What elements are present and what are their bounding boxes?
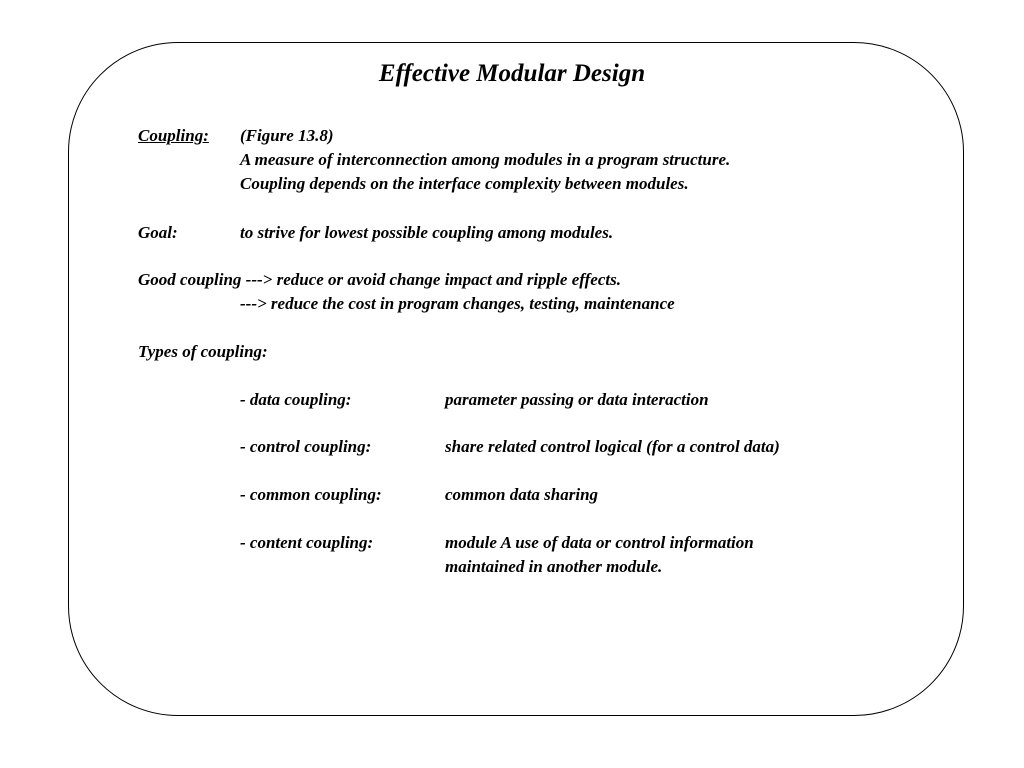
good-coupling-line-2: ---> reduce the cost in program changes, testing, maintenance <box>240 294 675 313</box>
slide-title: Effective Modular Design <box>378 60 646 87</box>
type-desc-control: share related control logical (for a control data) <box>445 437 780 456</box>
coupling-line-2: A measure of interconnection among modules in a program structure. <box>240 150 731 169</box>
type-name-common: - common coupling: <box>240 485 382 504</box>
type-name-content: - content coupling: <box>240 533 374 552</box>
coupling-line-1: (Figure 13.8) <box>240 126 334 145</box>
types-heading: Types of coupling: <box>138 342 268 361</box>
coupling-label: Coupling: <box>138 126 209 145</box>
goal-label: Goal: <box>138 223 178 242</box>
type-desc-common: common data sharing <box>445 485 599 504</box>
coupling-line-3: Coupling depends on the interface complexity between modules. <box>240 174 689 193</box>
type-desc-content-1: module A use of data or control information <box>445 533 754 552</box>
type-desc-content-2: maintained in another module. <box>445 557 663 576</box>
type-name-control: - control coupling: <box>240 437 372 456</box>
good-coupling-line-1: Good coupling ---> reduce or avoid change impact and ripple effects. <box>138 270 621 289</box>
type-name-data: - data coupling: <box>240 390 352 409</box>
goal-text: to strive for lowest possible coupling among modules. <box>240 223 614 242</box>
type-desc-data: parameter passing or data interaction <box>445 390 709 409</box>
